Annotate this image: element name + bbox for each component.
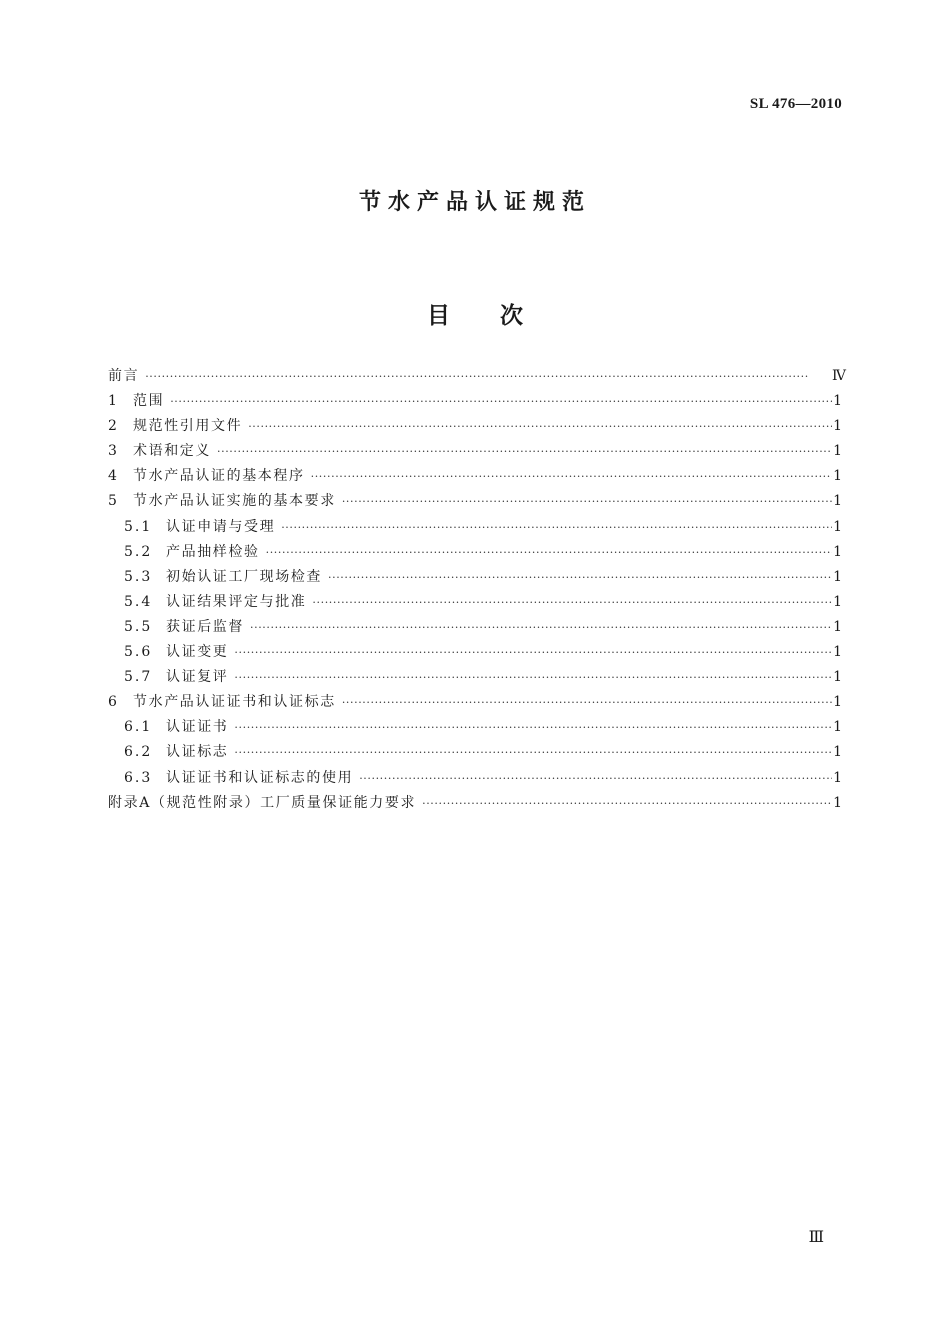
standard-code: SL 476—2010: [749, 96, 842, 112]
toc-entry-page: Ⅳ: [832, 368, 846, 384]
toc-entry-number: 5.3: [124, 568, 153, 585]
toc-entry-number: 6.1: [124, 719, 153, 736]
toc-entry-label: 获证后监督: [166, 618, 244, 635]
toc-entry-number: 1: [108, 393, 118, 410]
toc-heading-right: 次: [500, 303, 523, 329]
toc-entry-page: 1: [833, 418, 842, 435]
toc-entry-5-4[interactable]: [108, 590, 842, 615]
toc-heading: [0, 297, 950, 330]
toc-entry-number: 2: [108, 418, 118, 435]
toc-entry-number: 5.2: [124, 543, 153, 560]
toc-entry-5[interactable]: [108, 489, 842, 514]
toc-entry-3[interactable]: [108, 439, 842, 464]
page-number: Ⅲ: [808, 1229, 824, 1246]
toc-entry-number: 5.1: [124, 518, 153, 535]
toc-entry-label: 节水产品认证实施的基本要求: [133, 493, 336, 510]
toc-entry-page: 1: [833, 468, 842, 485]
toc-entry-5-5[interactable]: [108, 615, 842, 640]
toc-entry-page: 1: [833, 593, 842, 610]
toc-entry-label: 初始认证工厂现场检查: [166, 568, 322, 585]
toc-leader-dots: [416, 791, 832, 816]
toc-entry-label: 认证证书和认证标志的使用: [166, 769, 354, 786]
toc-entry-label: 节水产品认证的基本程序: [133, 468, 305, 485]
toc-leader-dots: [164, 389, 832, 414]
toc-entry-label: 前言: [108, 368, 140, 384]
toc-entry-6-2[interactable]: [108, 740, 842, 765]
toc-heading-left: 目: [427, 303, 450, 329]
toc-entry-label: 认证复评: [166, 669, 229, 686]
toc-entry-page: 1: [833, 644, 842, 661]
toc-leader-dots: [260, 540, 832, 565]
toc-entry-label: 认证结果评定与批准: [166, 593, 307, 610]
toc-entry-label: 认证申请与受理: [166, 518, 276, 535]
toc-entry-label: 节水产品认证证书和认证标志: [133, 694, 336, 711]
toc-entry-number: 4: [108, 468, 118, 485]
toc-leader-dots: [242, 414, 832, 439]
toc-entry-number: 6: [108, 694, 118, 711]
toc-entry-page: 1: [833, 744, 842, 761]
toc-entry-6[interactable]: [108, 690, 842, 715]
toc-entry-6-1[interactable]: [108, 715, 842, 740]
toc-leader-dots: [322, 565, 832, 590]
toc-leader-dots: [336, 690, 832, 715]
toc-entry-label: 范围: [133, 393, 165, 410]
toc-entry-page: 1: [833, 719, 842, 736]
toc-entry-page: 1: [833, 769, 842, 786]
toc-entry-5-6[interactable]: [108, 640, 842, 665]
toc-entry-page: 1: [833, 393, 842, 410]
toc-entry-page: 1: [833, 493, 842, 510]
toc-entry-number: 5.7: [124, 669, 153, 686]
toc-entry-label: 产品抽样检验: [166, 543, 260, 560]
toc-entry-number: 5.6: [124, 644, 153, 661]
toc-entry-page: 1: [833, 794, 842, 811]
toc-entry-page: 1: [833, 543, 842, 560]
toc-leader-dots: [228, 740, 832, 765]
toc-entry-page: 1: [833, 568, 842, 585]
toc-entry-number: 3: [108, 443, 118, 460]
toc-entry-1[interactable]: [108, 389, 842, 414]
toc-leader-dots: [244, 615, 832, 640]
document-title: 节水产品认证规范: [358, 190, 591, 215]
toc-leader-dots: [305, 464, 832, 489]
toc-entry-page: 1: [833, 669, 842, 686]
toc-entry-6-3[interactable]: [108, 766, 842, 791]
toc-entry-label: 认证变更: [166, 644, 229, 661]
toc-entry-5-3[interactable]: [108, 565, 842, 590]
toc-entry-number: 5: [108, 493, 118, 510]
toc-leader-dots: [211, 439, 832, 464]
toc-leader-dots: [228, 715, 832, 740]
toc-entry-foreword[interactable]: [108, 364, 846, 389]
toc-entry-number: 5.5: [124, 618, 153, 635]
toc-entry-5-1[interactable]: [108, 515, 842, 540]
toc-entry-2[interactable]: [108, 414, 842, 439]
toc-leader-dots: [228, 665, 832, 690]
toc-entry-label: 术语和定义: [133, 443, 211, 460]
toc-leader-dots: [353, 766, 832, 791]
toc-leader-dots: [139, 364, 832, 389]
toc-entry-5-2[interactable]: [108, 540, 842, 565]
toc-entry-5-7[interactable]: [108, 665, 842, 690]
toc-entry-4[interactable]: [108, 464, 842, 489]
toc-entry-label: 认证证书: [166, 719, 229, 736]
toc-leader-dots: [336, 489, 832, 514]
toc-leader-dots: [228, 640, 832, 665]
table-of-contents: [108, 364, 846, 816]
toc-entry-label: 认证标志: [166, 744, 229, 761]
toc-entry-page: 1: [833, 618, 842, 635]
toc-entry-page: 1: [833, 443, 842, 460]
toc-entry-number: 5.4: [124, 593, 153, 610]
toc-entry-appendix-a[interactable]: [108, 791, 842, 816]
toc-leader-dots: [275, 515, 832, 540]
toc-entry-page: 1: [833, 518, 842, 535]
toc-entry-label: 附录A（规范性附录）工厂质量保证能力要求: [108, 794, 417, 811]
toc-entry-number: 6.3: [124, 769, 153, 786]
toc-entry-label: 规范性引用文件: [133, 418, 243, 435]
toc-entry-number: 6.2: [124, 744, 153, 761]
toc-leader-dots: [306, 590, 832, 615]
toc-entry-page: 1: [833, 694, 842, 711]
